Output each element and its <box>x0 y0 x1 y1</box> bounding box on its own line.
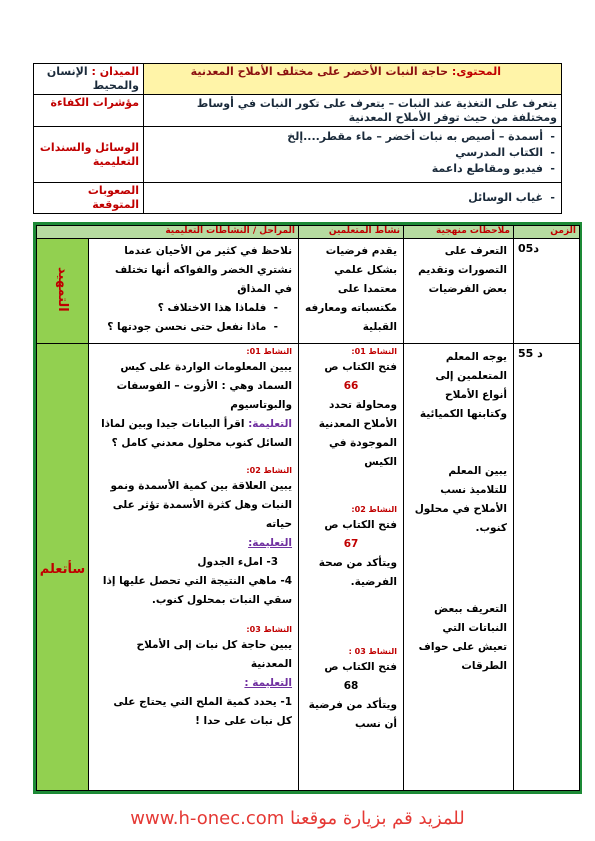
stage-intro-label: التمهيد <box>55 266 70 312</box>
intro-activity <box>89 239 299 344</box>
learn-learners <box>299 344 404 791</box>
footer-url[interactable]: www.h-onec.com <box>130 808 285 829</box>
learner-activity-3-title: النشاط 03 : <box>348 647 398 656</box>
difficulties-label: الصعوبات المتوقعة <box>34 183 144 214</box>
note-1: يوجه المعلم المتعلمين إلى أنواع الأملاح وكتابتها الكميائية <box>419 351 508 420</box>
col-header-notes: ملاحظات منهجية <box>404 226 514 239</box>
note-2: يبين المعلم للتلاميذ نسب الأملاح في محلول كنوب. <box>414 465 508 534</box>
difficulties-value: - غياب الوسائل <box>148 190 543 206</box>
difficulties-list <box>148 190 557 206</box>
note-3: التعريف ببعض النباتات التي تعيش على حواف الطرقات <box>418 603 508 672</box>
activity-2-title: النشاط 02: <box>246 466 293 475</box>
content-value: حاجة النبات الأخضر على مختلف الأملاح المعدنية <box>190 65 449 78</box>
stage-learn-label: سأتعلم <box>39 561 86 577</box>
learner-activity-2-pre: فتح الكتاب ص <box>324 519 398 531</box>
learner-activity-3-text: ويتأكد من فرضية أن نسب <box>308 699 398 730</box>
competency-value: يتعرف على التغذية عند النبات – يتعرف على تكور النبات في أوساط ومختلفة من حيث توفر الأملاح المعدنية <box>144 95 562 127</box>
activity-2-text: يبين العلاقة بين كمية الأسمدة ونمو النبات وهل كثرة الأسمدة تؤثر على حياته <box>110 480 293 530</box>
activity-3-item: 1- يحدد كمية الملح التي يحتاج على كل نبات على حدا ! <box>113 696 293 727</box>
activity-3-title: النشاط 03: <box>246 625 293 634</box>
intro-notes: التعرف على التصورات وتقديم بعض الفرضيات <box>404 239 514 344</box>
domain-label: الميدان : <box>91 65 139 78</box>
learner-activity-3-pre: فتح الكتاب ص <box>324 661 398 673</box>
learner-activity-1-page: 66 <box>343 380 359 392</box>
means-list <box>148 129 557 177</box>
activity-2-item: 3- املء الجدول <box>197 556 279 568</box>
learner-activity-2-title: النشاط 02: <box>351 505 398 514</box>
col-header-learners: نشاط المتعلمين <box>299 226 404 239</box>
lesson-info-table <box>33 63 562 214</box>
learner-activity-2-text: ويتأكد من صحة الفرضية. <box>318 557 398 588</box>
stage-learn <box>37 344 89 791</box>
content-cell <box>144 64 562 95</box>
learner-activity-3-page: 68 <box>343 680 359 692</box>
activity-3-text: يبين حاجة كل نبات إلى الأملاح المعدنية <box>136 639 293 670</box>
domain-value: الإنسان والمحيط <box>46 65 139 92</box>
learner-activity-2-page: 67 <box>343 538 359 550</box>
learn-activities <box>89 344 299 791</box>
col-header-time: الزمن <box>514 226 580 239</box>
content-label: المحتوى: <box>451 65 501 78</box>
intro-question: - ماذا نفعل حتى نحسن جودتها ؟ <box>107 321 279 333</box>
activity-1-text: يبين المعلومات الواردة على كيس السماد وهي : الأزوت – الفوسفات والبوتاسيوم <box>116 361 293 411</box>
means-item: - الكتاب المدرسي <box>148 145 543 161</box>
learn-notes <box>404 344 514 791</box>
intro-text: نلاحظ في كثير من الأحيان عندما نشتري الخضر والفواكه أنها تختلف في المذاق <box>115 245 293 295</box>
footer-text: للمزيد قم بزيارة موقعنا <box>290 808 465 829</box>
intro-time: 05د <box>514 239 580 344</box>
footer-link[interactable] <box>0 808 595 829</box>
intro-learners: يقدم فرضيات بشكل علمي معتمدا على مكتسباته ومعارفه القبلية <box>299 239 404 344</box>
means-item: - أسمدة – أصيص به نبات أخضر – ماء مقطر....إلخ <box>148 129 543 145</box>
activity-2-item: 4- ماهي النتيجة التي تحصل عليها إذا سقي النبات بمحلول كنوب. <box>102 575 293 606</box>
means-item: - فيديو ومقاطع داعمة <box>148 161 543 177</box>
means-label: الوسائل والسندات التعليمية <box>34 127 144 183</box>
domain-cell <box>34 64 144 95</box>
means-cell <box>144 127 562 183</box>
activity-1-instruction: التعليمة: اقرأ البيانات جيدا وبين لماذا السائل كنوب محلول معدني كامل ؟ <box>101 418 293 449</box>
learner-activity-1-pre: فتح الكتاب ص <box>324 361 398 373</box>
competency-label: مؤشرات الكفاءة <box>34 95 144 127</box>
stage-intro <box>37 239 89 344</box>
activity-2-instruction-label: التعليمة: <box>248 537 293 549</box>
activity-3-instruction-label: التعليمة : <box>244 677 293 689</box>
col-header-stages: المراحل / النشاطات التعليمية <box>37 226 299 239</box>
learn-time: 55 د <box>514 344 580 791</box>
activity-1-title: النشاط 01: <box>246 347 293 356</box>
learner-activity-1-text: ومحاولة تحدد الأملاح المعدنية الموجودة في الكيس <box>318 399 398 468</box>
learner-activity-1-title: النشاط 01: <box>351 347 398 356</box>
lesson-table <box>36 225 580 791</box>
intro-question: - فلماذا هذا الاختلاف ؟ <box>157 302 279 314</box>
difficulties-cell <box>144 183 562 214</box>
